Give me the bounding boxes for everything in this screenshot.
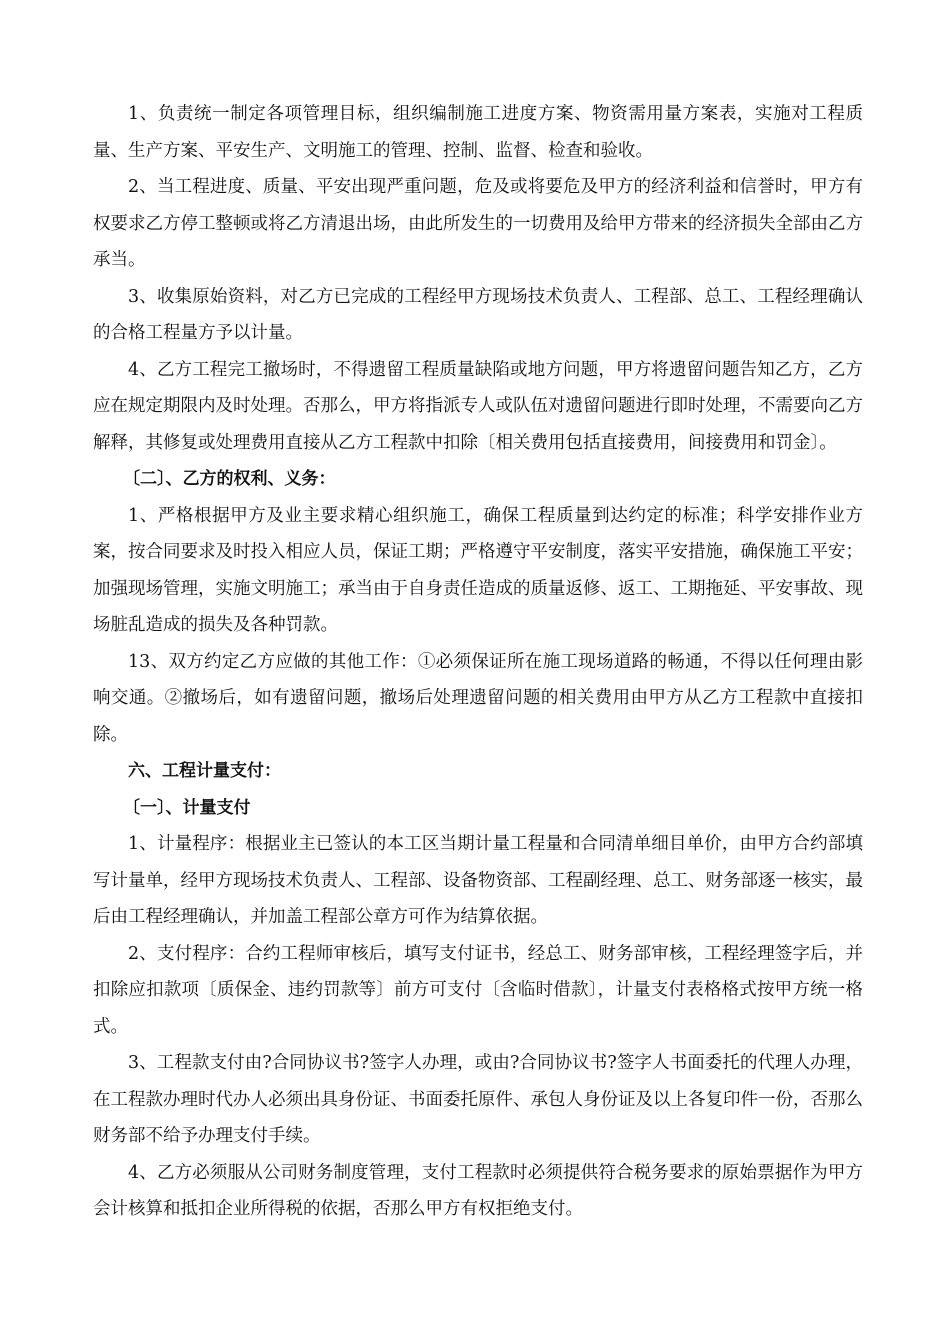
paragraph-3: 3、收集原始资料，对乙方已完成的工程经甲方现场技术负责人、工程部、总工、工程经理确认的合格工程量方予以计量。: [93, 286, 863, 343]
document-body: [93, 96, 863, 1228]
paragraph-8: 2、支付程序：合约工程师审核后，填写支付证书，经总工、财务部审核，工程经理签字后，并扣除应扣款项〔质保金、违约罚款等〕前方可支付〔含临时借款〕，计量支付表格格式按甲方统一格式。: [93, 943, 863, 1037]
paragraph-5: 1、严格根据甲方及业主要求精心组织施工，确保工程质量到达约定的标准；科学安排作业方案，按合同要求及时投入相应人员，保证工期；严格遵守平安制度，落实平安措施，确保施工平安；加强现场管理，实施文明施工；承当由于自身责任造成的质量返修、返工、工期拖延、平安事故、现场脏乱造成的损失及各种罚款。: [93, 505, 863, 635]
paragraph-9: 3、工程款支付由?合同协议书?签字人办理，或由?合同协议书?签字人书面委托的代理人办理，在工程款办理时代办人必须出具身份证、书面委托原件、承包人身份证及以上各复印件一份，否那么财务部不给予办理支付手续。: [93, 1053, 863, 1146]
paragraph-2: 2、当工程进度、质量、平安出现严重问题，危及或将要危及甲方的经济利益和信誉时，甲方有权要求乙方停工整顿或将乙方清退出场，由此所发生的一切费用及给甲方带来的经济损失全部由乙方承当。: [93, 177, 863, 270]
paragraph-1: 1、负责统一制定各项管理目标，组织编制施工进度方案、物资需用量方案表，实施对工程质量、生产方案、平安生产、文明施工的管理、控制、监督、检查和验收。: [93, 104, 863, 161]
paragraph-7: 1、计量程序：根据业主已签认的本工区当期计量工程量和合同清单细目单价，由甲方合约部填写计量单，经甲方现场技术负责人、工程部、设备物资部、工程副经理、总工、财务部逐一核实，最后由工程经理确认，并加盖工程部公章方可作为结算依据。: [93, 834, 863, 927]
paragraph-10: 4、乙方必须服从公司财务制度管理，支付工程款时必须提供符合税务要求的原始票据作为甲方会计核算和抵扣企业所得税的依据，否那么甲方有权拒绝支付。: [93, 1162, 863, 1219]
section-heading-payment: 六、工程计量支付：: [128, 761, 281, 781]
section-heading-party-b-rights: 〔二〕、乙方的权利、义务：: [123, 469, 336, 489]
paragraph-4: 4、乙方工程完工撤场时，不得遗留工程质量缺陷或地方问题，甲方将遗留问题告知乙方，乙方应在规定期限内及时处理。否那么，甲方将指派专人或队伍对遗留问题进行即时处理，不需要向乙方解释，其修复或处理费用直接从乙方工程款中扣除〔相关费用包括直接费用，间接费用和罚金〕。: [93, 359, 863, 453]
paragraph-6: 13、双方约定乙方应做的其他工作：①必须保证所在施工现场道路的畅通，不得以任何理由影响交通。②撤场后，如有遗留问题，撤场后处理遗留问题的相关费用由甲方从乙方工程款中直接扣除。: [93, 651, 863, 745]
subsection-heading-measurement: 〔一〕、计量支付: [123, 797, 251, 818]
